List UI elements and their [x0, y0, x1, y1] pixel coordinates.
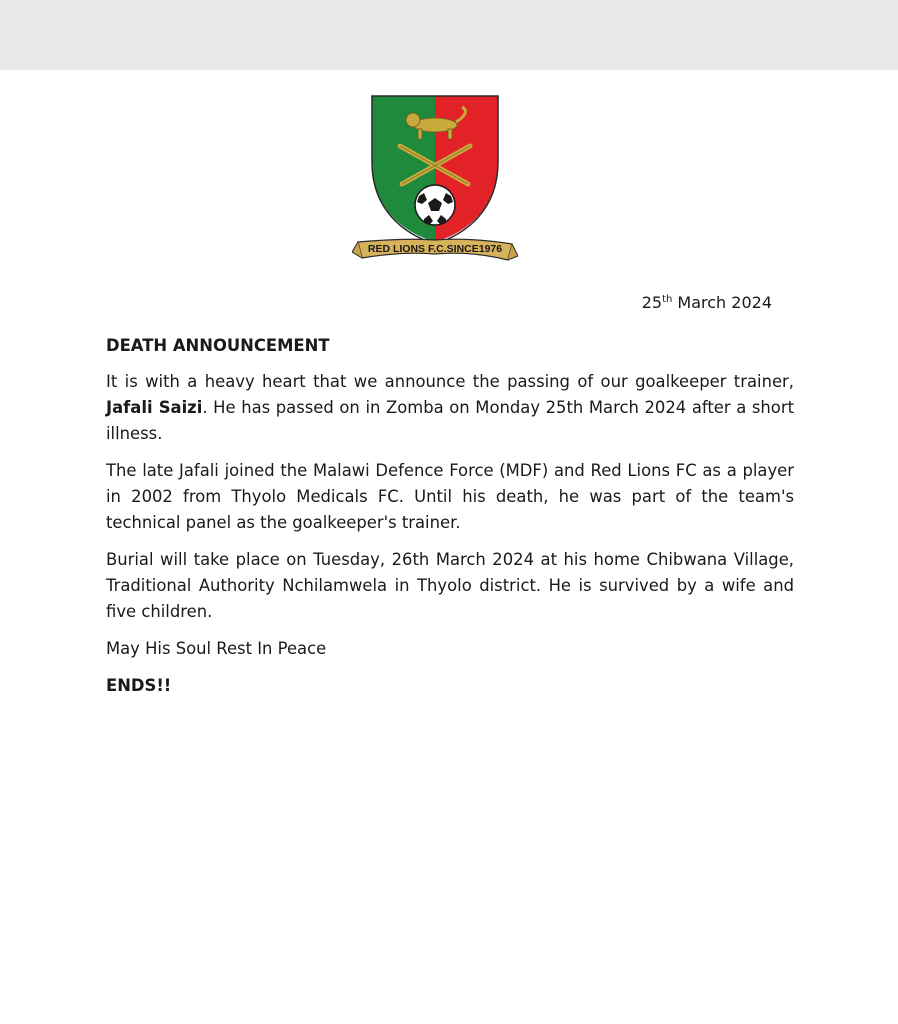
- paragraph-3: Burial will take place on Tuesday, 26th March 2024 at his home Chibwana Village, Traditional Authority Nchilamwela in Thyolo district. He is survived by a wife and five children.: [106, 550, 794, 621]
- paragraph-1: [106, 369, 794, 447]
- crest-banner-text: RED LIONS F.C.SINCE1976: [367, 243, 503, 255]
- paragraph-1-start: It is with a heavy heart that we announce the passing of our goalkeeper trainer,: [106, 372, 794, 391]
- announcement-body: [106, 333, 794, 699]
- paragraph-2: The late Jafali joined the Malawi Defence Force (MDF) and Red Lions FC as a player in 2002 from Thyolo Medicals FC. Until his death, he was part of the team's technical panel as the goalkeeper's trainer.: [106, 461, 794, 532]
- red-lions-fc-crest-logo: [352, 92, 518, 272]
- deceased-name: Jafali Saizi: [106, 398, 203, 417]
- announcement-title: DEATH ANNOUNCEMENT: [106, 336, 330, 355]
- announcement-date: [560, 293, 772, 312]
- paragraph-4: May His Soul Rest In Peace: [106, 639, 327, 658]
- date-suffix: th: [662, 294, 673, 305]
- top-bar: [0, 0, 898, 70]
- date-day: 25: [641, 293, 663, 312]
- ends-marker: ENDS!!: [106, 676, 172, 695]
- paragraph-1-end: . He has passed on in Zomba on Monday 25th March 2024 after a short illness.: [106, 398, 794, 443]
- date-rest: March 2024: [672, 293, 772, 312]
